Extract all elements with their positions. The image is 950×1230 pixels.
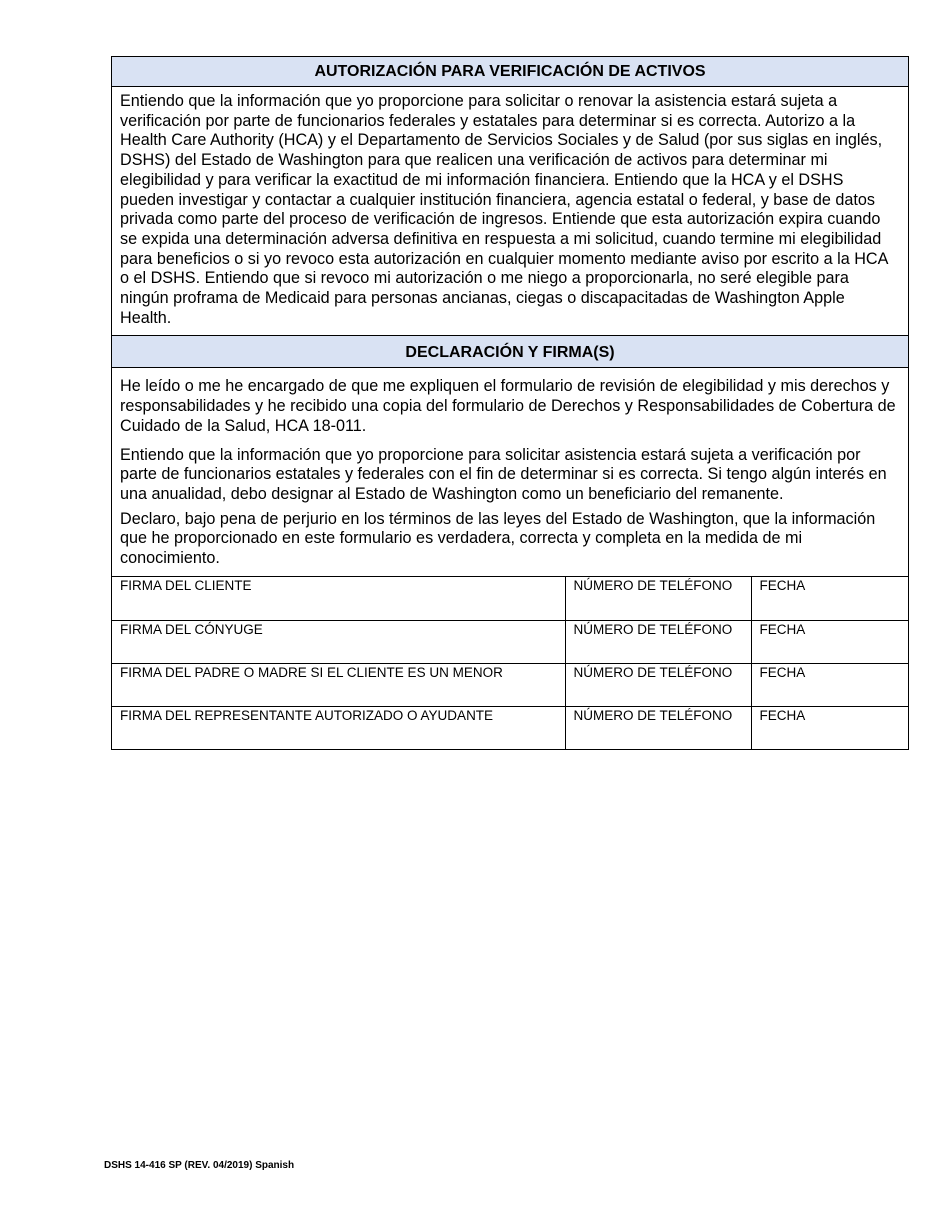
parent-phone-field[interactable]: NÚMERO DE TELÉFONO [565, 663, 751, 706]
parent-signature-field[interactable]: FIRMA DEL PADRE O MADRE SI EL CLIENTE ES UN MENOR [112, 663, 565, 706]
spouse-date-field[interactable]: FECHA [751, 620, 908, 663]
spouse-phone-field[interactable]: NÚMERO DE TELÉFONO [565, 620, 751, 663]
authorization-title: AUTORIZACIÓN PARA VERIFICACIÓN DE ACTIVOS [112, 57, 908, 87]
signature-row-client [112, 576, 908, 620]
client-phone-field[interactable]: NÚMERO DE TELÉFONO [565, 576, 751, 620]
authorization-text: Entiendo que la información que yo proporcione para solicitar o renovar la asistencia estará sujeta a verificación por parte de funcionarios federales y estatales para determinar si es correcta. Autorizo a la Health Care Authority (HCA) y el Departamento de Servicios Sociales y de Salud (por sus siglas en inglés, DSHS) del Estado de Washington para que realicen una verificación de activos para determinar mi elegibilidad y para verificar la exactitud de mi información financiera. Entiendo que la HCA y el DSHS pueden investigar y contactar a cualquier institución financiera, agencia estatal o federal, y base de datos privada como parte del proceso de verificación de ingresos. Entiende que esta autorización expira cuando se expida una determinación adversa definitiva en respuesta a mi solicitud, cuando termine mi elegibilidad para beneficios o si yo revoco esta autorización en cualquier momento mediante aviso por escrito a la HCA o el DSHS. Entiendo que si revoco mi autorización o me niego a proporcionarla, no seré elegible para ningún proframa de Medicaid para personas ancianas, ciegas o discapacitadas de Washington Apple Health. [120, 92, 888, 327]
form-container [111, 56, 909, 750]
representative-date-field[interactable]: FECHA [751, 706, 908, 749]
declaration-paragraph-1: He leído o me he encargado de que me expliquen el formulario de revisión de elegibilidad y mis derechos y responsabilidades y he recibido una copia del formulario de Derechos y Responsabilidades de Cobertura de Cuidado de la Salud, HCA 18-011. [120, 377, 896, 435]
client-signature-field[interactable]: FIRMA DEL CLIENTE [112, 576, 565, 620]
signature-row-parent [112, 663, 908, 706]
representative-signature-field[interactable]: FIRMA DEL REPRESENTANTE AUTORIZADO O AYUDANTE [112, 706, 565, 749]
declaration-title: DECLARACIÓN Y FIRMA(S) [112, 335, 908, 368]
client-date-field[interactable]: FECHA [751, 576, 908, 620]
form-id-footer: DSHS 14-416 SP (REV. 04/2019) Spanish [104, 1160, 295, 1171]
spouse-signature-field[interactable]: FIRMA DEL CÓNYUGE [112, 620, 565, 663]
representative-phone-field[interactable]: NÚMERO DE TELÉFONO [565, 706, 751, 749]
declaration-section [112, 368, 908, 568]
declaration-paragraph-3: Declaro, bajo pena de perjurio en los términos de las leyes del Estado de Washington, que la información que he proporcionado en este formulario es verdadera, correcta y completa en la medida de mi conocimiento. [120, 509, 876, 568]
declaration-paragraph-2: Entiendo que la información que yo proporcione para solicitar asistencia estará sujeta a verificación por parte de funcionarios estatales y federales con el fin de determinar si es correcta. Si tengo algún interés en una anualidad, debo designar al Estado de Washington como un beneficiario del remanente. [120, 445, 887, 503]
signature-table [112, 576, 908, 750]
parent-date-field[interactable]: FECHA [751, 663, 908, 706]
signature-row-spouse [112, 620, 908, 663]
signature-row-representative [112, 706, 908, 749]
